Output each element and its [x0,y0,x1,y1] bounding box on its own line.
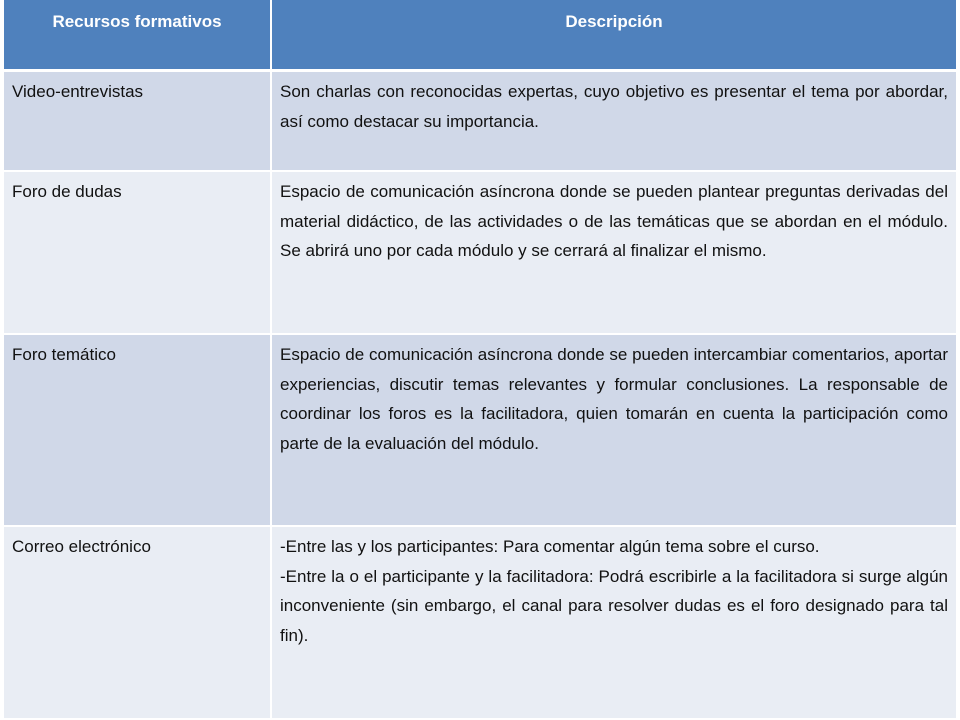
description-cell: Son charlas con reconocidas expertas, cuyo objetivo es presentar el tema por abordar, así como destacar su importancia. [272,72,956,172]
table-row-correo-electronico [4,527,956,720]
resource-cell: Video-entrevistas [4,72,272,172]
resource-cell: Foro temático [4,335,272,527]
description-paragraph: -Entre la o el participante y la facilitadora: Podrá escribirle a la facilitadora si surge algún inconveniente (sin embargo, el canal para resolver dudas es el foro designado para tal fin). [280,566,948,645]
description-cell: Espacio de comunicación asíncrona donde se pueden intercambiar comentarios, aportar experiencias, discutir temas relevantes y formular conclusiones. La responsable de coordinar los foros es la facilitadora, quien tomarán en cuenta la participación como parte de la evaluación del módulo. [272,335,956,527]
resources-table [4,0,956,720]
header-description: Descripción [272,0,956,72]
table-row-video-entrevistas [4,72,956,172]
description-paragraph: -Entre las y los participantes: Para comentar algún tema sobre el curso. [280,537,820,556]
description-cell: Espacio de comunicación asíncrona donde se pueden plantear preguntas derivadas del material didáctico, de las actividades o de las temáticas que se abordan en el módulo. Se abrirá uno por cada módulo y se cerrará al finalizar el mismo. [272,172,956,335]
table-row-foro-tematico [4,335,956,527]
resource-cell: Foro de dudas [4,172,272,335]
table-header-row [4,0,956,72]
table-row-foro-de-dudas [4,172,956,335]
description-cell [272,527,956,720]
header-resources: Recursos formativos [4,0,272,72]
resource-cell: Correo electrónico [4,527,272,720]
